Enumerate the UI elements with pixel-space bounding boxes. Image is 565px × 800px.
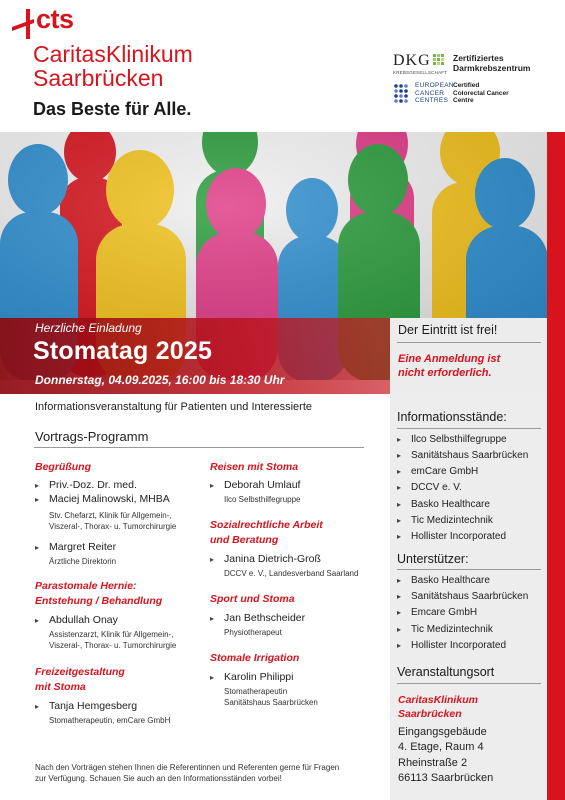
list-item: ▸ Tic Medizintechnik — [397, 624, 493, 636]
section-title: Parastomale Hernie: — [35, 580, 137, 592]
speaker-name: ▸ Tanja Hemgesberg — [35, 700, 137, 713]
dkg-cert-line2: Darmkrebszentrum — [453, 63, 531, 73]
venue-name — [398, 693, 478, 721]
divider — [397, 569, 541, 570]
list-item: ▸ Basko Healthcare — [397, 575, 490, 587]
divider — [34, 447, 364, 448]
speaker-role-cont: Viszeral-, Thorax- u. Tumorchirurgie — [49, 522, 177, 531]
speaker-name: ▸ Deborah Umlauf — [210, 479, 300, 492]
speaker-name: ▸ Jan Bethscheider — [210, 612, 305, 625]
dkg-cert-text — [453, 53, 530, 73]
speaker-role: Physiotherapeut — [224, 628, 282, 637]
list-item: ▸ emCare GmbH — [397, 466, 478, 478]
venue-heading: Veranstaltungsort — [397, 665, 495, 679]
registration-note-line2: nicht erforderlich. — [398, 367, 492, 379]
invite-text: Herzliche Einladung — [35, 321, 142, 335]
speaker-role: Assistenzarzt, Klinik für Allgemein-, — [49, 630, 174, 639]
ecc-cert-line3: Centre — [453, 97, 474, 104]
divider — [397, 342, 541, 343]
event-date: Donnerstag, 04.09.2025, 16:00 bis 18:30 Uhr — [35, 373, 285, 387]
footer-note — [35, 763, 385, 784]
list-item: ▸ Ilco Selbsthilfegruppe — [397, 434, 507, 446]
list-item: ▸ Tic Medizintechnik — [397, 515, 493, 527]
clinic-name-line1: CaritasKlinikum — [33, 41, 193, 67]
red-side-stripe — [547, 132, 565, 800]
ecc-dots-icon — [393, 83, 415, 105]
registration-note — [398, 352, 538, 380]
dkg-sub-text: KREBSGESELLSCHAFT — [393, 70, 448, 75]
speaker-role-cont: Viszeral-, Thorax- u. Tumorchirurgie — [49, 641, 177, 650]
list-item: ▸ Hollister Incorporated — [397, 531, 506, 543]
section-title-cont: Entstehung / Behandlung — [35, 595, 163, 607]
list-item: ▸ Sanitätshaus Saarbrücken — [397, 450, 528, 462]
speaker-role: Stv. Chefarzt, Klinik für Allgemein-, — [49, 511, 172, 520]
ecc-cert-text — [453, 82, 509, 105]
venue-name-line1: CaritasKlinikum — [398, 694, 478, 706]
speaker-role: Ilco Selbsthilfegruppe — [224, 495, 301, 504]
section-title: Sozialrechtliche Arbeit — [210, 519, 323, 531]
ecc-certification — [393, 82, 558, 108]
dkg-cert-line1: Zertifiziertes — [453, 53, 504, 63]
dkg-logo-text: DKG — [393, 52, 431, 69]
supporters-heading: Unterstützer: — [397, 552, 469, 566]
divider — [397, 683, 541, 684]
stands-heading: Informationsstände: — [397, 410, 507, 424]
speaker-name-cont: ▸ Maciej Malinowski, MHBA — [35, 493, 170, 506]
venue-name-line2: Saarbrücken — [398, 708, 462, 720]
ecc-name-line3: CENTRES — [415, 97, 449, 104]
speaker-role: Stomatherapeutin — [224, 687, 288, 696]
list-item: ▸ Emcare GmbH — [397, 607, 477, 619]
speaker-role: DCCV e. V., Landesverband Saarland — [224, 569, 359, 578]
footer-note-line1: Nach den Vorträgen stehen Ihnen die Referentinnen und Referenten gerne für Fragen — [35, 763, 340, 772]
ecc-name-line1: EUROPEAN — [415, 82, 454, 89]
registration-note-line1: Eine Anmeldung ist — [398, 353, 501, 365]
dkg-grid-icon — [433, 54, 447, 68]
list-item: ▸ Sanitätshaus Saarbrücken — [397, 591, 528, 603]
list-item: ▸ Basko Healthcare — [397, 499, 490, 511]
section-title: Sport und Stoma — [210, 593, 295, 605]
program-heading: Vortrags-Programm — [35, 429, 149, 444]
ecc-name — [415, 82, 454, 105]
list-item: ▸ Hollister Incorporated — [397, 640, 506, 652]
header — [0, 0, 565, 132]
section-title: Reisen mit Stoma — [210, 461, 299, 473]
section-title: Begrüßung — [35, 461, 91, 473]
section-title-cont: und Beratung — [210, 534, 279, 546]
address-line: 66113 Saarbrücken — [398, 772, 494, 784]
address-line: 4. Etage, Raum 4 — [398, 741, 484, 753]
speaker-name: ▸ Janina Dietrich-Groß — [210, 553, 321, 566]
footer-note-line2: zur Verfügung. Schauen Sie auch an den Informationsständen vorbei! — [35, 773, 282, 783]
dkg-certification — [393, 52, 558, 78]
clinic-name-line2: Saarbrücken — [33, 65, 164, 91]
speaker-name: ▸ Karolin Philippi — [210, 671, 293, 684]
divider — [397, 428, 541, 429]
ecc-cert-line1: Certified — [453, 82, 480, 89]
list-item: ▸ DCCV e. V. — [397, 482, 462, 494]
free-entry-title: Der Eintritt ist frei! — [398, 323, 498, 337]
event-subtitle: Informationsveranstaltung für Patienten und Interessierte — [35, 401, 312, 413]
ecc-name-line2: CANCER — [415, 89, 445, 97]
speaker-role: Stomatherapeutin, emCare GmbH — [49, 716, 171, 725]
speaker-name: ▸ Priv.-Doz. Dr. med. — [35, 479, 137, 492]
ecc-cert-line2: Colorectal Cancer — [453, 89, 509, 97]
slogan: Das Beste für Alle. — [33, 99, 192, 119]
speaker-name: ▸ Abdullah Onay — [35, 614, 118, 627]
speaker-role-cont: Sanitätshaus Saarbrücken — [224, 698, 318, 707]
address-line: Eingangsgebäude — [398, 726, 487, 738]
section-title: Stomale Irrigation — [210, 652, 300, 664]
cts-logo-mark-icon — [12, 9, 34, 39]
speaker-name: ▸ Margret Reiter — [35, 541, 116, 554]
event-title: Stomatag 2025 — [33, 337, 213, 365]
section-title-cont: mit Stoma — [35, 681, 86, 693]
address-line: Rheinstraße 2 — [398, 757, 468, 769]
section-title: Freizeitgestaltung — [35, 666, 125, 678]
cts-logo-text: cts — [36, 4, 74, 34]
speaker-role: Ärztliche Direktorin — [49, 557, 117, 566]
